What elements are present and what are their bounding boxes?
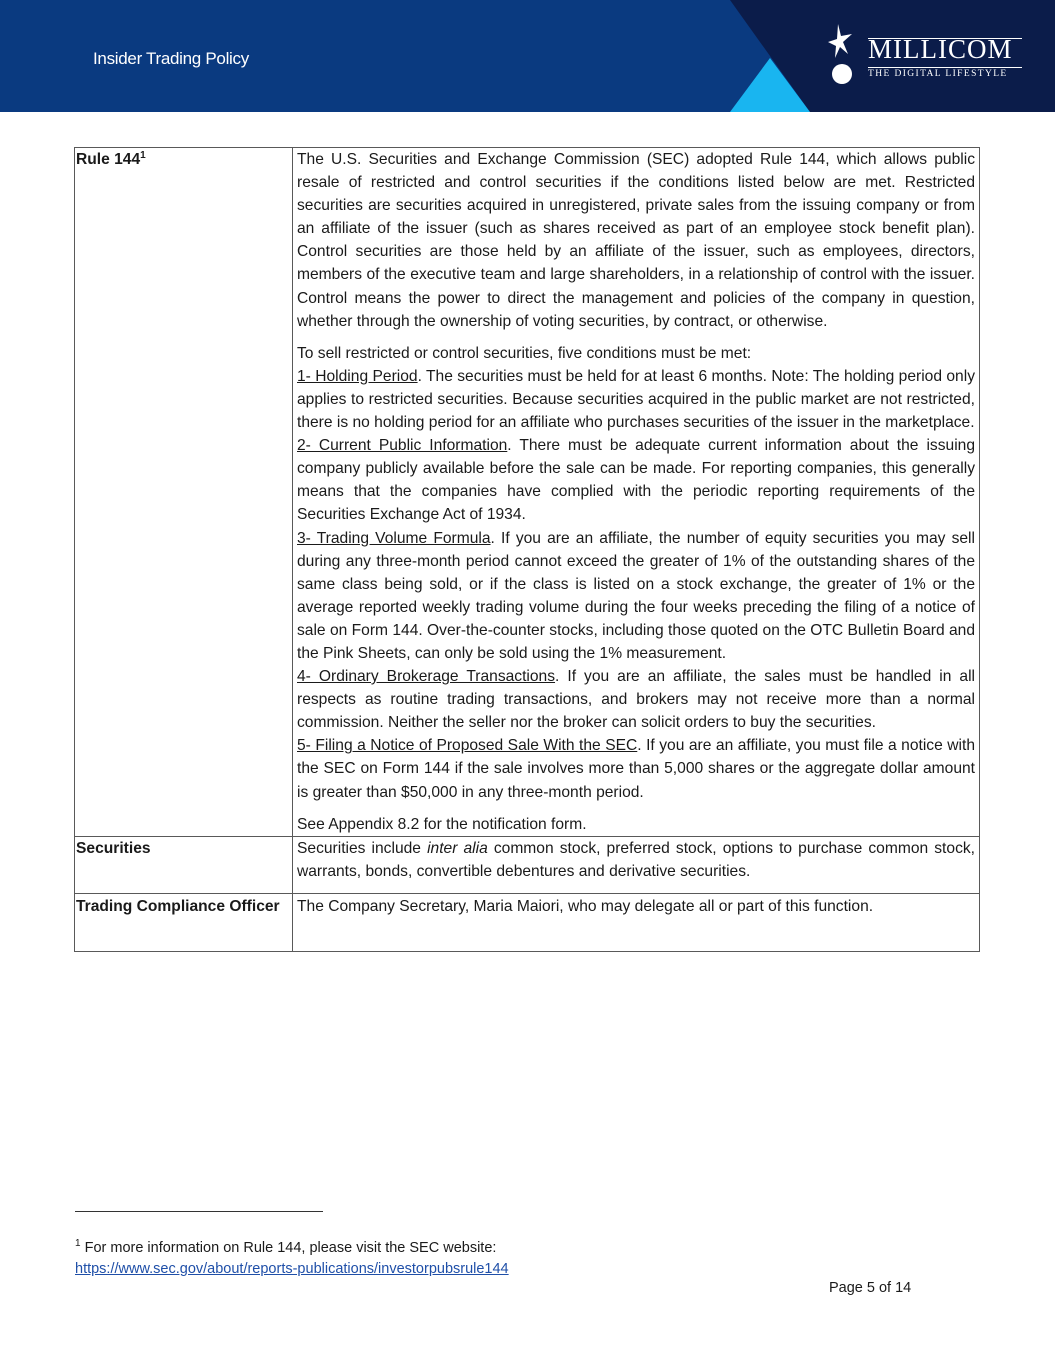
condition-item: 5- Filing a Notice of Proposed Sale With the SEC. If you are an affiliate, you must file a notice with the SEC on Form 144 if the sale involves more than 5,000 shares or the aggregate dollar amount is greater than $50,000 in any three-month period. bbox=[297, 737, 975, 801]
footnote-text: For more information on Rule 144, please visit the SEC website: bbox=[80, 1240, 497, 1256]
definition-securities: Securities include inter alia common stock, preferred stock, options to purchase common stock, warrants, bonds, convertible debentures and derivative securities. bbox=[293, 836, 980, 893]
condition-label: 5- Filing a Notice of Proposed Sale With the SEC bbox=[297, 737, 638, 755]
table-row bbox=[75, 836, 980, 893]
footnote-separator bbox=[75, 1211, 323, 1212]
definition-rule-144 bbox=[293, 148, 980, 837]
definitions-table bbox=[74, 147, 980, 952]
table-row bbox=[75, 148, 980, 837]
definition-trading-compliance-officer: The Company Secretary, Maria Maiori, who may delegate all or part of this function. bbox=[293, 893, 980, 951]
term-trading-compliance-officer: Trading Compliance Officer bbox=[75, 893, 293, 951]
sec-website-link[interactable]: https://www.sec.gov/about/reports-publications/investorpubsrule144 bbox=[75, 1261, 509, 1277]
logo-rule bbox=[868, 67, 1022, 68]
condition-label: 2- Current Public Information bbox=[297, 437, 508, 455]
logo-tagline: THE DIGITAL LIFESTYLE bbox=[868, 69, 1008, 79]
condition-item: 2- Current Public Information. There must be adequate current information about the issuing company publicly available before the sale can be made. For reporting companies, this generally means that the companies have complied with the periodic reporting requirements of the Securities Exchange Act of 1934. bbox=[297, 437, 975, 524]
footnote-ref[interactable]: 1 bbox=[140, 150, 146, 161]
term-rule-144: Rule $144^1$ bbox=[75, 148, 293, 837]
condition-label: 1- Holding Period bbox=[297, 367, 418, 385]
footnote-marker: 1 bbox=[75, 1238, 81, 1249]
page-header bbox=[0, 0, 1055, 112]
footnote bbox=[75, 1238, 509, 1280]
condition-item: 3- Trading Volume Formula. If you are an affiliate, the number of equity securities you may sell during any three-month period cannot exceed the greater of 1% of the outstanding shares of the same class being sold, or if the class is listed on a stock exchange, the greater of 1% or the average reported weekly trading volume during the four weeks preceding the filing of a notice of sale on Form 144. Over-the-counter stocks, including those quoted on the OTC Bulletin Board and the Pink Sheets, can only be sold using the 1% measurement. bbox=[297, 529, 975, 662]
term-securities: Securities bbox=[75, 836, 293, 893]
conditions-intro: To sell restricted or control securities, five conditions must be met: bbox=[297, 344, 752, 362]
appendix-note: See Appendix 8.2 for the notification form. bbox=[297, 815, 587, 833]
millicom-logo bbox=[826, 22, 1036, 88]
condition-item: 4- Ordinary Brokerage Transactions. If you are an affiliate, the sales must be handled in all respects as routine trading transactions, and brokers may not receive more than a normal commission. Neither the seller nor the broker can solicit orders to buy the securities. bbox=[297, 668, 975, 732]
table-row bbox=[75, 893, 980, 951]
document-title: Insider Trading Policy bbox=[93, 49, 249, 68]
condition-label: 3- Trading Volume Formula bbox=[297, 529, 491, 547]
star-icon bbox=[826, 22, 862, 88]
page-number: Page 5 of 14 bbox=[829, 1280, 912, 1296]
rule-144-intro: The U.S. Securities and Exchange Commission (SEC) adopted Rule 144, which allows public resale of restricted and control securities if the conditions listed below are met. Restricted securities are securities acquired in unregistered, private sales from the issuing company or from an affiliate of the issuer (such as shares received as part of an employee stock benefit plan). Control securities are those held by an affiliate of the issuer, such as employees, directors, members of the executive team and large shareholders, in a relationship of control with the issuer. Control means the power to direct the management and policies of the company in question, whether through the ownership of voting securities, by contract, or otherwise. bbox=[297, 151, 975, 330]
logo-name: MILLICOM bbox=[868, 34, 1013, 64]
condition-item: 1- Holding Period. The securities must be held for at least 6 months. Note: The holding period only applies to restricted securities. Because securities acquired in the public market are not restricted, there is no holding period for an affiliate who purchases securities of the issuer in the marketplace. bbox=[297, 367, 975, 432]
condition-label: 4- Ordinary Brokerage Transactions bbox=[297, 668, 556, 686]
